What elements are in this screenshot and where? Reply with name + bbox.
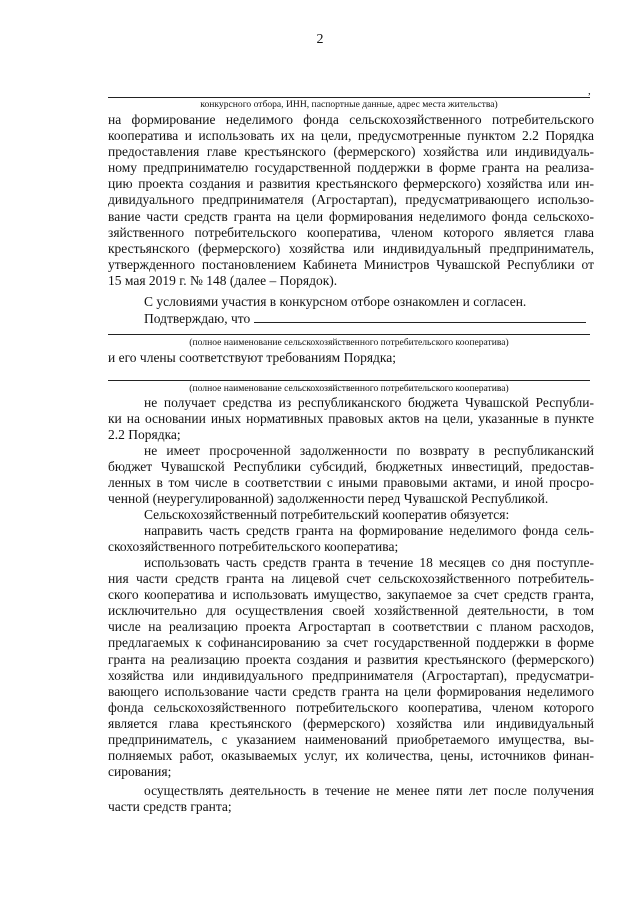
text-line: предлагаемых к софинансированию за счет государственной поддержки в форме <box>108 635 594 651</box>
text-line: ния части средств гранта на лицевой счет сельскохозяйственного потребитель- <box>108 571 594 587</box>
text-line: сирования; <box>108 764 172 780</box>
text-line: ского кооператива и использовать имущество, закупаемое за счет средств гранта, <box>108 587 594 603</box>
text-line: ному предпринимателю государственной поддержки в форме гранта на реализа- <box>108 160 594 176</box>
text-line: исключительно для осуществления своей хозяйственной деятельности, в том <box>108 603 594 619</box>
text-line: фонда сельскохозяйственного потребительского кооператива, членом которого <box>108 699 594 715</box>
text-line: осуществлять деятельность в течение не менее пяти лет после получения <box>144 783 594 798</box>
text-line: ки на основании иных нормативных правовых актов на цели, указанные в пункте <box>108 411 594 427</box>
text-line: утвержденного постановлением Кабинета Министров Чувашской Республики от <box>108 256 594 272</box>
text-line: полняемых работ, оказываемых услуг, их количества, цены, источников финан- <box>108 748 594 764</box>
text-line: предоставления главе крестьянского (фермерского) хозяйства или индивидуаль- <box>108 144 594 160</box>
text-line: бюджет Чувашской Республики субсидий, бюджетных инвестиций, предостав- <box>108 459 594 475</box>
paragraph-purpose <box>108 112 594 289</box>
text-line: не получает средства из республиканского бюджета Чувашской Республи- <box>144 395 594 410</box>
members-line: и его члены соответствуют требованиям Порядка; <box>108 350 397 365</box>
confirm-fill-line[interactable] <box>254 310 586 323</box>
text-line: 2.2 Порядка; <box>108 427 181 443</box>
text-line: хозяйства или индивидуального предпринимателя (Агростартап), предусматри- <box>108 667 594 683</box>
page-number: 2 <box>316 32 324 47</box>
text-line: цию проекта создания и развития крестьянского фермерского) хозяйства или ин- <box>108 176 594 192</box>
top-rule-mark: , <box>588 85 591 97</box>
text-line: части средств гранта; <box>108 799 232 815</box>
text-line: ченной (неурегулированной) задолженности перед Чувашской Республикой. <box>108 491 549 507</box>
text-line: вающего использование части средств гранта на цели формирования неделимого <box>108 683 594 699</box>
text-line: числе на реализацию проекта Агростартап в соответствии с планом расходов, <box>108 619 594 635</box>
cooperative-name-rule-1[interactable] <box>108 334 590 335</box>
text-line: кооператива и использовать их на цели, предусмотренные пунктом 2.2 Порядка <box>108 128 594 144</box>
text-line: использовать часть средств гранта в течение 18 месяцев со дня поступле- <box>144 555 594 570</box>
text-line: ленных в том числе в соответствии с иными правовыми актами, и иной просро- <box>108 475 594 491</box>
cooperative-name-caption-1: (полное наименование сельскохозяйственного потребительского кооператива) <box>189 337 509 348</box>
paragraph-five-years <box>108 783 594 815</box>
paragraph-no-debt <box>108 443 594 507</box>
cooperative-name-rule-2[interactable] <box>108 380 590 381</box>
text-line: дивидуального предпринимателя (Агростартап), предусматривающего использо- <box>108 192 594 208</box>
text-line: 15 мая 2019 г. № 148 (далее – Порядок). <box>108 272 338 288</box>
text-line: является глава крестьянского (фермерского) хозяйства или индивидуальный <box>108 715 594 731</box>
text-line: направить часть средств гранта на формирование неделимого фонда сель- <box>144 523 594 538</box>
text-line: крестьянского (фермерского) хозяйства или индивидуальный предприниматель, <box>108 240 594 256</box>
text-line: скохозяйственного потребительского кооператива; <box>108 539 399 555</box>
obligation-intro: Сельскохозяйственный потребительский кооператив обязуется: <box>144 507 510 522</box>
text-line: зяйственного потребительского кооператива, членом которого является глава <box>108 224 594 240</box>
text-line: вание части средств гранта на цели формирования неделимого фонда сельскохо- <box>108 208 594 224</box>
text-line: не имеет просроченной задолженности по возврату в республиканский <box>144 443 594 458</box>
text-line: предприниматель, с указанием наименований приобретаемого имущества, вы- <box>108 732 594 748</box>
paragraph-direct-funds <box>108 523 594 555</box>
conditions-line: С условиями участия в конкурсном отборе ознакомлен и согласен. <box>144 294 527 309</box>
paragraph-no-funds <box>108 395 594 443</box>
top-fill-rule <box>108 97 590 98</box>
top-rule-caption: конкурсного отбора, ИНН, паспортные данные, адрес места жительства) <box>200 99 498 110</box>
text-line: на формирование неделимого фонда сельскохозяйственного потребительского <box>108 112 594 127</box>
confirm-line <box>108 310 594 327</box>
cooperative-name-caption-2: (полное наименование сельскохозяйственного потребительского кооператива) <box>189 383 509 394</box>
paragraph-use-funds <box>108 555 594 780</box>
confirm-label: Подтверждаю, что <box>144 311 251 326</box>
text-line: гранта на реализацию проекта создания и развития крестьянского (фермерского) <box>108 651 594 667</box>
